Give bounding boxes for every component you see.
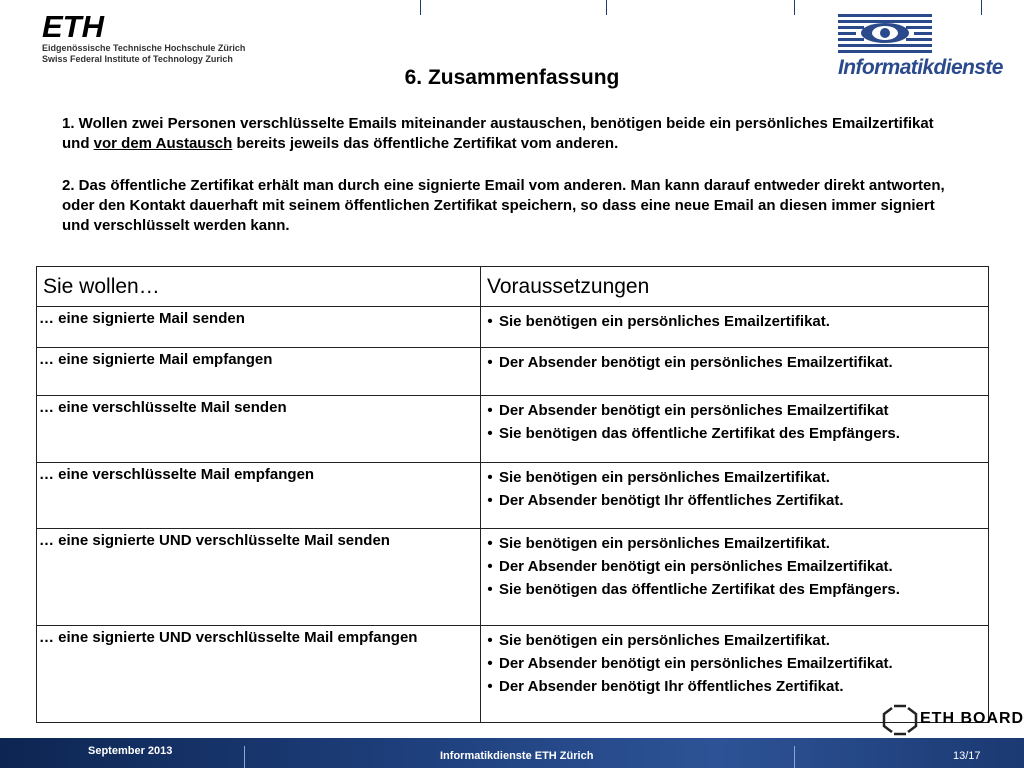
summary-point-1 [62, 114, 962, 154]
bullet-icon: • [487, 354, 493, 371]
table-header-row [37, 267, 989, 307]
footer-date: September 2013 [88, 745, 173, 757]
want-cell: … eine signierte Mail empfangen [37, 348, 481, 396]
requirement-text: Sie benötigen ein persönliches Emailzertifikat. [499, 632, 830, 649]
bullet-icon: • [487, 402, 493, 419]
requirement-text: Der Absender benötigt Ihr öffentliches Zertifikat. [499, 678, 844, 695]
requirement-item [481, 532, 988, 555]
requirement-text: Sie benötigen ein persönliches Emailzertifikat. [499, 313, 830, 330]
bullet-icon: • [487, 425, 493, 442]
requirement-item [481, 652, 988, 675]
requirement-item [481, 422, 988, 445]
requirement-text: Der Absender benötigt ein persönliches Emailzertifikat. [499, 655, 893, 672]
requirement-item [481, 310, 988, 333]
bullet-icon: • [487, 632, 493, 649]
column-header-want: Sie wollen… [37, 267, 481, 307]
eth-logo-wordmark: ETH [42, 9, 104, 44]
summary-point-1-underlined: vor dem Austausch [93, 135, 233, 152]
table-row [37, 463, 989, 529]
top-divider [794, 0, 795, 15]
requirement-item [481, 399, 988, 422]
requirement-item [481, 489, 988, 512]
bullet-icon: • [487, 313, 493, 330]
requirement-item [481, 675, 988, 698]
informatikdienste-eye-logo-icon [830, 12, 940, 58]
requirements-table [36, 266, 989, 723]
top-divider [420, 0, 421, 15]
summary-point-1-text: 1. Wollen zwei Personen verschlüsselte Emails miteinander austauschen, benötigen beide ein persönliches Emailzertifikat und [62, 115, 934, 152]
bullet-icon: • [487, 655, 493, 672]
requirement-item [481, 466, 988, 489]
requirement-item [481, 578, 988, 601]
bullet-icon: • [487, 558, 493, 575]
top-divider [606, 0, 607, 15]
requirements-cell [481, 529, 989, 626]
requirement-text: Sie benötigen ein persönliches Emailzertifikat. [499, 535, 830, 552]
requirement-item [481, 629, 988, 652]
requirement-item [481, 555, 988, 578]
requirement-text: Sie benötigen ein persönliches Emailzertifikat. [499, 469, 830, 486]
requirement-text: Der Absender benötigt Ihr öffentliches Zertifikat. [499, 492, 844, 509]
want-cell: … eine verschlüsselte Mail empfangen [37, 463, 481, 529]
top-divider [981, 0, 982, 15]
bullet-icon: • [487, 469, 493, 486]
requirements-cell [481, 463, 989, 529]
footer-center-text: Informatikdienste ETH Zürich [440, 750, 594, 762]
want-cell: … eine signierte UND verschlüsselte Mail senden [37, 529, 481, 626]
bullet-icon: • [487, 492, 493, 509]
table-row [37, 396, 989, 463]
requirement-text: Sie benötigen das öffentliche Zertifikat des Empfängers. [499, 425, 900, 442]
requirement-text: Der Absender benötigt ein persönliches Emailzertifikat [499, 402, 889, 419]
bullet-icon: • [487, 581, 493, 598]
footer-divider [244, 746, 245, 768]
informatikdienste-logo-text: Informatikdienste [838, 56, 1003, 79]
summary-point-1-text-end: bereits jeweils das öffentliche Zertifikat vom anderen. [232, 135, 619, 152]
requirements-cell [481, 396, 989, 463]
requirements-cell [481, 307, 989, 348]
requirements-cell [481, 348, 989, 396]
eth-subtitle-english: Swiss Federal Institute of Technology Zurich [42, 54, 233, 64]
table-row [37, 348, 989, 396]
footer-divider [794, 746, 795, 768]
bullet-icon: • [487, 678, 493, 695]
requirement-item [481, 351, 988, 374]
requirement-text: Sie benötigen das öffentliche Zertifikat des Empfängers. [499, 581, 900, 598]
table-row [37, 626, 989, 723]
requirement-text: Der Absender benötigt ein persönliches Emailzertifikat. [499, 354, 893, 371]
want-cell: … eine signierte Mail senden [37, 307, 481, 348]
slide-title: 6. Zusammenfassung [404, 66, 620, 89]
column-header-requirements: Voraussetzungen [481, 267, 989, 307]
table-row [37, 307, 989, 348]
want-cell: … eine signierte UND verschlüsselte Mail empfangen [37, 626, 481, 723]
page-number: 13/17 [953, 750, 981, 762]
table-row [37, 529, 989, 626]
eth-board-logo-text: ETH BOARD [920, 710, 1024, 727]
eth-subtitle-german: Eidgenössische Technische Hochschule Zürich [42, 43, 246, 53]
summary-point-2: 2. Das öffentliche Zertifikat erhält man durch eine signierte Email vom anderen. Man kann darauf entweder direkt antworten, oder den Kontakt dauerhaft mit seinem öffentlichen Zertifikat speichern, so dass eine neue Email an diesen immer signiert und verschlüsselt werden kann. [62, 177, 945, 234]
bullet-icon: • [487, 535, 493, 552]
requirement-text: Der Absender benötigt ein persönliches Emailzertifikat. [499, 558, 893, 575]
want-cell: … eine verschlüsselte Mail senden [37, 396, 481, 463]
